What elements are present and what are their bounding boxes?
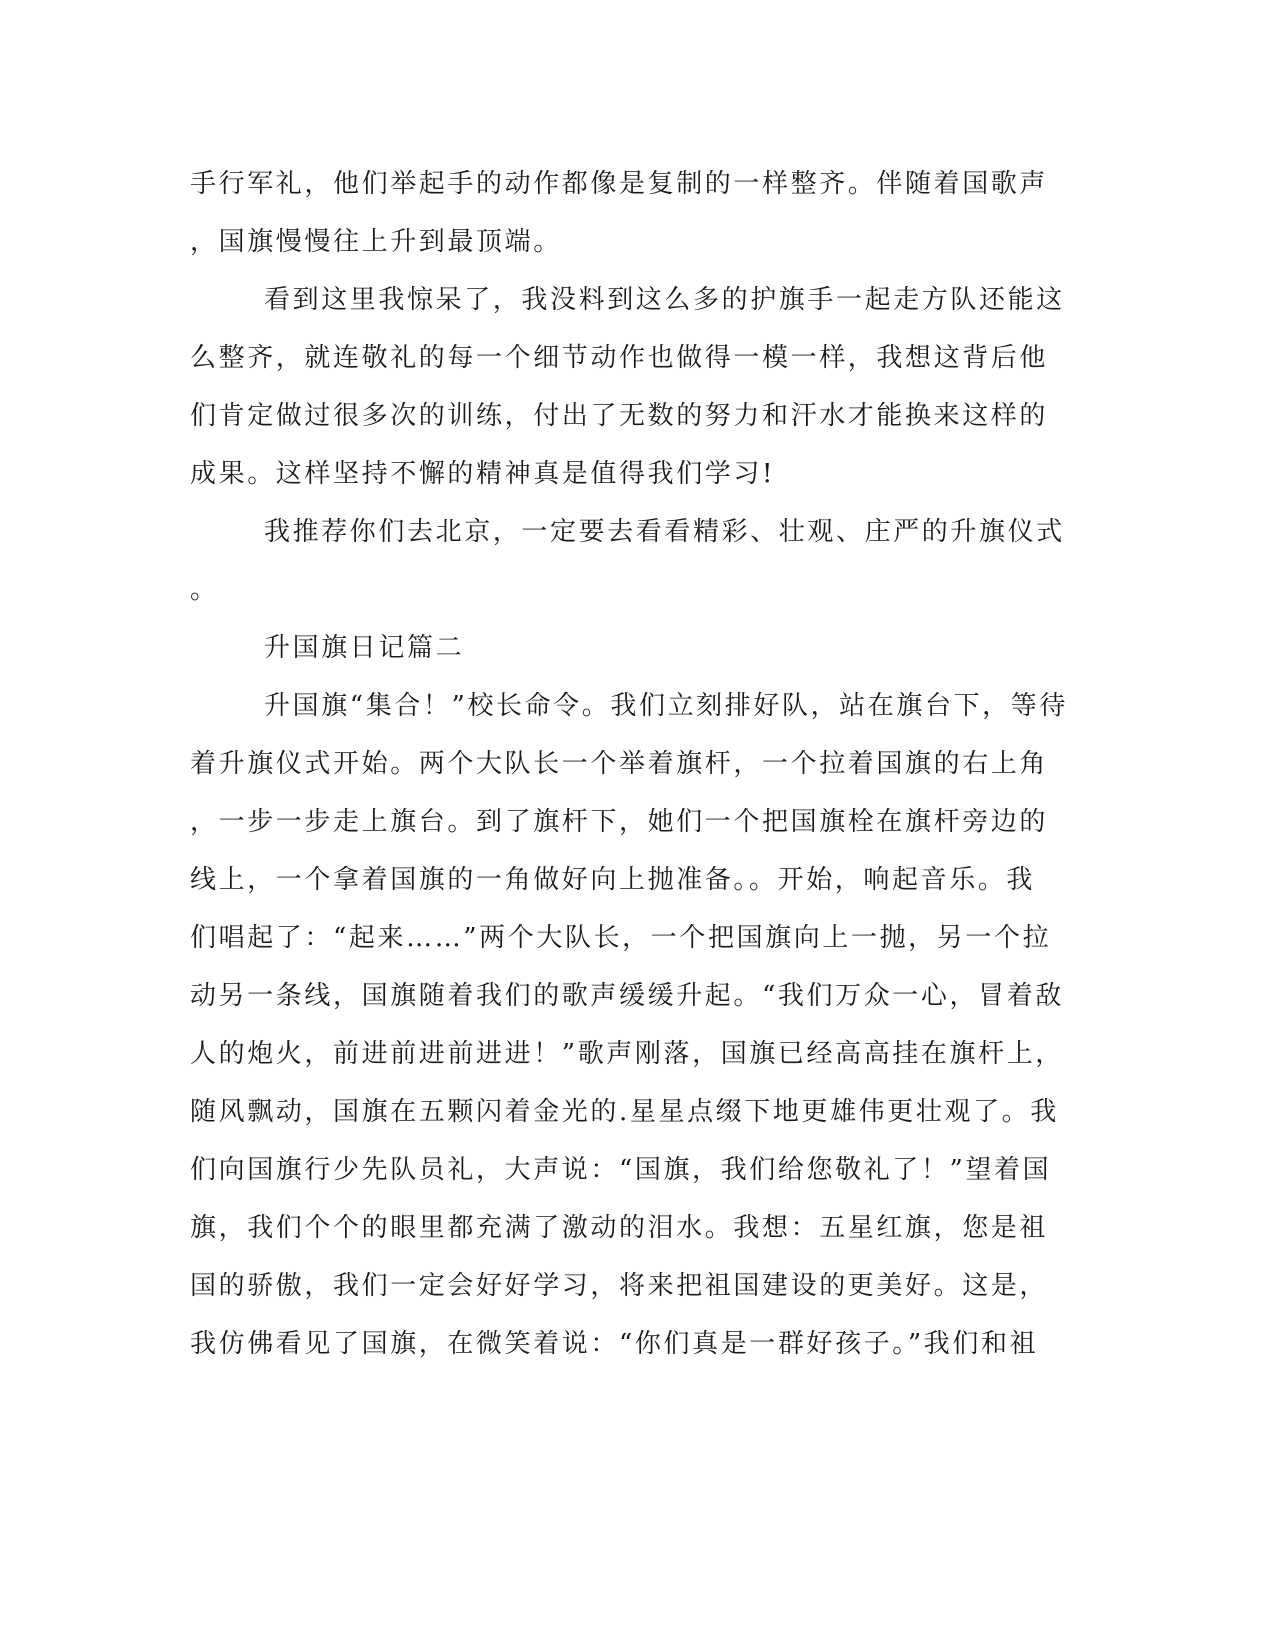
- body-text-line: 着升旗仪式开始。两个大队长一个举着旗杆，一个拉着国旗的右上角: [190, 749, 1049, 779]
- body-text-line: 动另一条线，国旗随着我们的歌声缓缓升起。“我们万众一心，冒着敌: [190, 981, 1064, 1011]
- body-text-line: 们向国旗行少先队员礼，大声说：“国旗，我们给您敬礼了！”望着国: [190, 1155, 1052, 1185]
- body-text-line: 。: [190, 575, 219, 605]
- body-text-line: 成果。这样坚持不懈的精神真是值得我们学习!: [190, 459, 776, 489]
- body-text-line: 随风飘动，国旗在五颗闪着金光的.星星点缀下地更雄伟更壮观了。我: [190, 1097, 1059, 1127]
- body-text-line: 线上，一个拿着国旗的一角做好向上抛准备。。开始，响起音乐。我: [190, 865, 1036, 895]
- body-text-line: 看到这里我惊呆了，我没料到这么多的护旗手一起走方队还能这: [264, 285, 1065, 315]
- body-text-line: 手行军礼，他们举起手的动作都像是复制的一样整齐。伴随着国歌声: [190, 169, 1049, 199]
- body-text-line: 我推荐你们去北京，一定要去看看精彩、壮观、庄严的升旗仪式: [264, 517, 1065, 547]
- body-text-line: ，一步一步走上旗台。到了旗杆下，她们一个把国旗栓在旗杆旁边的: [190, 807, 1049, 837]
- body-text-line: 国的骄傲，我们一定会好好学习，将来把祖国建设的更美好。这是，: [190, 1271, 1049, 1301]
- body-text-line: 人的炮火，前进前进前进进！”歌声刚落，国旗已经高高挂在旗杆上，: [190, 1039, 1064, 1069]
- body-text-line: 们唱起了：“起来……”两个大队长，一个把国旗向上一抛，另一个拉: [190, 923, 1052, 953]
- body-text-line: 么整齐，就连敬礼的每一个细节动作也做得一模一样，我想这背后他: [190, 343, 1049, 373]
- body-text-line: 旗，我们个个的眼里都充满了激动的泪水。我想：五星红旗，您是祖: [190, 1213, 1049, 1243]
- body-text-line: ，国旗慢慢往上升到最顶端。: [190, 227, 562, 257]
- body-text-line: 们肯定做过很多次的训练，付出了无数的努力和汗水才能换来这样的: [190, 401, 1049, 431]
- body-text-line: 升国旗“集合！”校长命令。我们立刻排好队，站在旗台下，等待: [264, 691, 1068, 721]
- body-text-line: 我仿佛看见了国旗，在微笑着说：“你们真是一群好孩子。”我们和祖: [190, 1329, 1039, 1359]
- section-heading: 升国旗日记篇二: [264, 633, 465, 663]
